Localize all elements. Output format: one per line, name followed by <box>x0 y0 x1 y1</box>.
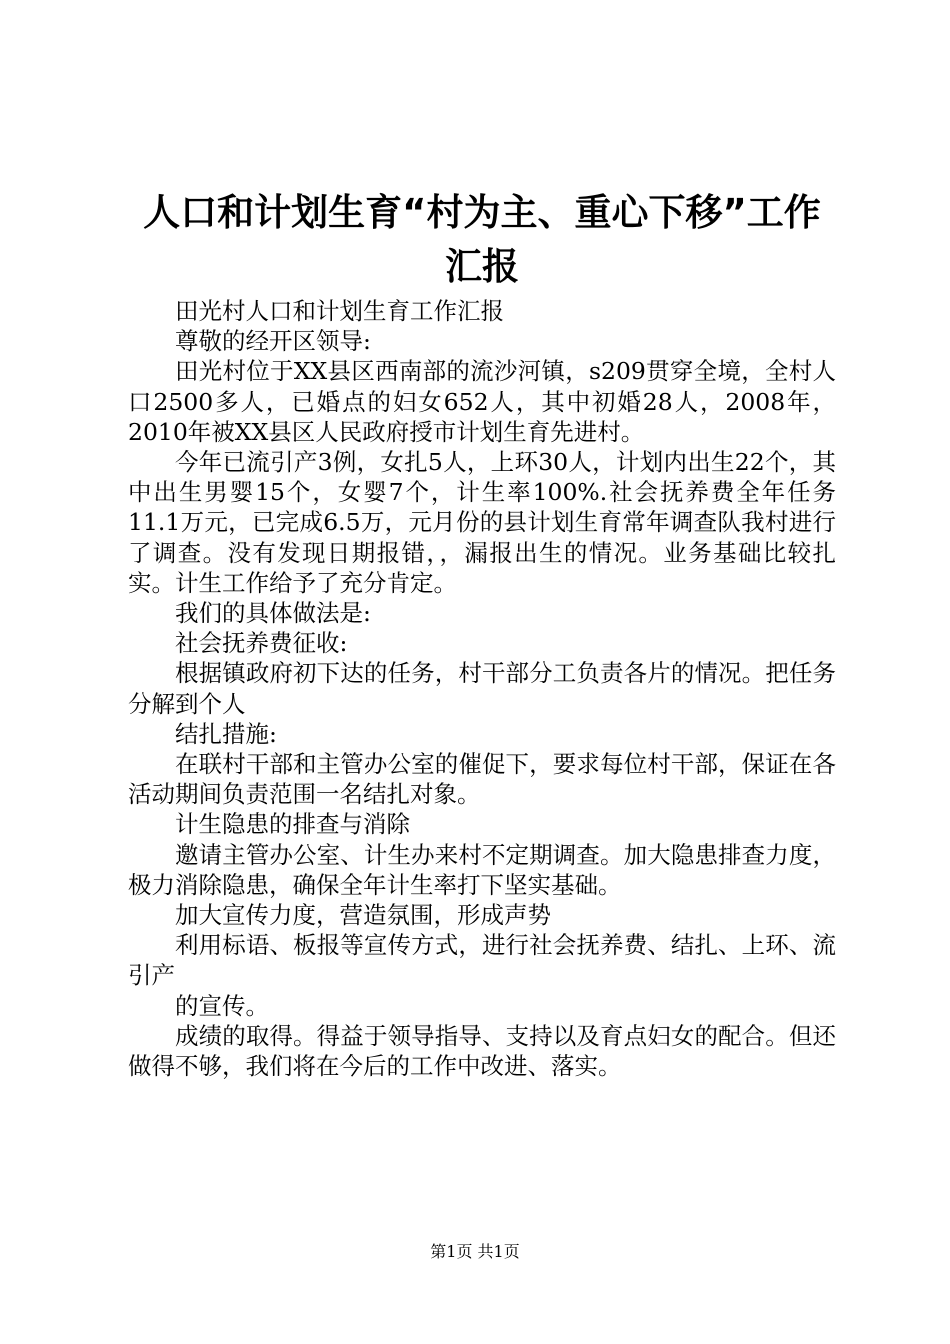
paragraph-ligation-heading: 结扎措施: <box>175 719 277 748</box>
document-body <box>128 296 836 1081</box>
paragraph-fee-heading: 社会抚养费征收: <box>175 629 348 658</box>
paragraph-subtitle: 田光村人口和计划生育工作汇报 <box>175 297 504 325</box>
paragraph-publicity-heading: 加大宣传力度，营造氛围，形成声势 <box>175 901 551 930</box>
paragraph-conclusion: 成绩的取得。得益于领导指导、支持以及育点妇女的配合。但还做得不够，我们将在今后的工作中改进、落实。 <box>128 1021 836 1081</box>
paragraph-hazard-heading: 计生隐患的排查与消除 <box>175 810 410 839</box>
paragraph-statistics: 今年已流引产3例，女扎5人，上环30人，计划内出生22个，其中出生男婴15个，女婴7个，计生率100%.社会抚养费全年任务11.1万元，已完成6.5万，元月份的县计划生育常年调查队我村进行了调查。没有发现日期报错，，漏报出生的情况。业务基础比较扎实。计生工作给予了充分肯定。 <box>128 448 836 597</box>
paragraph-publicity-continued: 的宣传。 <box>175 991 269 1020</box>
paragraph-fee-body: 根据镇政府初下达的任务，村干部分工负责各片的情况。把任务分解到个人 <box>128 659 836 718</box>
paragraph-publicity-body: 利用标语、板报等宣传方式，进行社会抚养费、结扎、上环、流引产 <box>128 931 836 990</box>
paragraph-hazard-body: 邀请主管办公室、计生办来村不定期调查。加大隐患排查力度，极力消除隐患，确保全年计生率打下坚实基础。 <box>128 840 836 899</box>
page-footer: 第1页 共1页 <box>430 1242 520 1261</box>
paragraph-methods-heading: 我们的具体做法是: <box>175 599 371 628</box>
document-title: 人口和计划生育“村为主、重心下移”工作汇报 <box>143 191 821 288</box>
paragraph-ligation-body: 在联村干部和主管办公室的催促下，要求每位村干部，保证在各活动期间负责范围一名结扎对象。 <box>128 750 836 809</box>
paragraph-village-intro: 田光村位于XX县区西南部的流沙河镇，s209贯穿全境，全村人口2500多人，已婚点的妇女652人，其中初婚28人，2008年，2010年被XX县区人民政府授市计划生育先进村。 <box>128 357 836 446</box>
paragraph-salutation: 尊敬的经开区领导: <box>175 327 371 356</box>
